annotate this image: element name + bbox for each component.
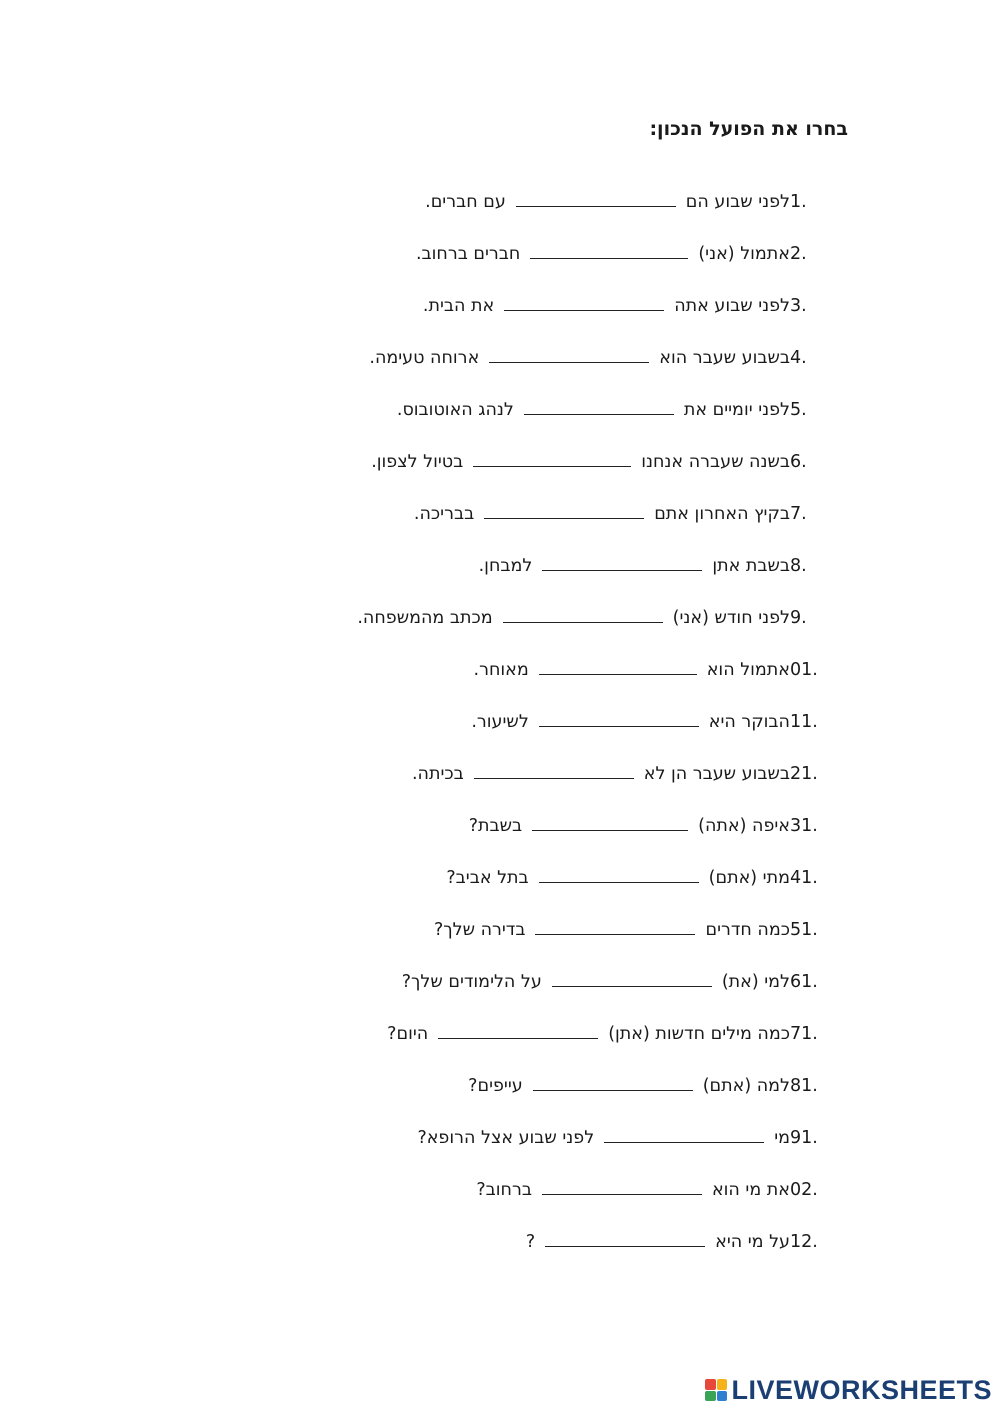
question-item bbox=[479, 552, 818, 578]
question-number: 21. bbox=[790, 764, 818, 784]
question-number: 4. bbox=[790, 348, 807, 368]
question-text-after: לשיעור. bbox=[471, 712, 529, 732]
answer-blank[interactable] bbox=[484, 500, 644, 519]
question-text-after: בטיול לצפון. bbox=[371, 452, 464, 472]
brand-logo bbox=[705, 1375, 992, 1405]
question-number: 6. bbox=[790, 452, 807, 472]
question-text-after: ארוחה טעימה. bbox=[369, 348, 480, 368]
question-number: 71. bbox=[790, 1024, 818, 1044]
question-text-before: לפני שבוע אתה bbox=[674, 296, 790, 316]
answer-blank[interactable] bbox=[539, 708, 699, 727]
answer-blank[interactable] bbox=[535, 916, 695, 935]
question-text-before: בקיץ האחרון אתם bbox=[654, 504, 790, 524]
question-text-after: היום? bbox=[387, 1024, 429, 1044]
question-text-before: למי (את) bbox=[721, 972, 790, 992]
question-text-before: לפני שבוע הם bbox=[685, 192, 790, 212]
answer-blank[interactable] bbox=[474, 760, 634, 779]
answer-blank[interactable] bbox=[473, 448, 631, 467]
question-text-after: על הלימודים שלך? bbox=[401, 972, 542, 992]
answer-blank[interactable] bbox=[489, 344, 649, 363]
question-item bbox=[397, 396, 818, 422]
question-number: 31. bbox=[790, 816, 818, 836]
answer-blank[interactable] bbox=[532, 812, 688, 831]
question-text-before: למה (אתם) bbox=[702, 1076, 790, 1096]
question-item bbox=[423, 292, 818, 318]
logo-icon bbox=[705, 1379, 727, 1401]
question-number: 41. bbox=[790, 868, 818, 888]
question-number: 12. bbox=[790, 1232, 818, 1252]
question-text-before: לפני יומיים את bbox=[683, 400, 790, 420]
question-text-before: כמה מילים חדשות (אתן) bbox=[608, 1024, 790, 1044]
question-text-before: כמה חדרים bbox=[705, 920, 790, 940]
question-item bbox=[474, 656, 819, 682]
question-text-before: בשבת אתן bbox=[712, 556, 790, 576]
question-item bbox=[425, 188, 818, 214]
question-number: 5. bbox=[790, 400, 807, 420]
question-text-after: לנהג האוטובוס. bbox=[396, 400, 514, 420]
answer-blank[interactable] bbox=[503, 604, 663, 623]
question-text-before: אתמול הוא bbox=[706, 660, 790, 680]
question-number: 3. bbox=[790, 296, 807, 316]
question-item bbox=[526, 1228, 818, 1254]
question-text-before: בשבוע שעבר הן לא bbox=[643, 764, 790, 784]
question-number: 1. bbox=[790, 192, 807, 212]
question-text-before: הבוקר היא bbox=[708, 712, 790, 732]
question-text-after: לפני שבוע אצל הרופא? bbox=[417, 1128, 595, 1148]
question-item bbox=[469, 812, 818, 838]
answer-blank[interactable] bbox=[542, 1176, 702, 1195]
question-text-after: מאוחר. bbox=[473, 660, 529, 680]
question-item bbox=[371, 448, 818, 474]
answer-blank[interactable] bbox=[533, 1072, 693, 1091]
question-text-after: חברים ברחוב. bbox=[415, 244, 521, 264]
answer-blank[interactable] bbox=[552, 968, 712, 987]
question-text-before: את מי הוא bbox=[711, 1180, 790, 1200]
question-text-before: מי bbox=[774, 1128, 790, 1148]
question-item bbox=[468, 1072, 818, 1098]
question-item bbox=[446, 864, 818, 890]
question-item bbox=[387, 1020, 818, 1046]
question-text-after: בכיתה. bbox=[411, 764, 464, 784]
answer-blank[interactable] bbox=[604, 1124, 764, 1143]
question-item bbox=[369, 344, 818, 370]
answer-blank[interactable] bbox=[539, 864, 699, 883]
question-text-after: ברחוב? bbox=[476, 1180, 532, 1200]
question-text-before: לפני חודש (אני) bbox=[672, 608, 790, 628]
question-item bbox=[402, 968, 818, 994]
question-item bbox=[416, 240, 818, 266]
answer-blank[interactable] bbox=[542, 552, 702, 571]
answer-blank[interactable] bbox=[545, 1228, 705, 1247]
question-item bbox=[417, 1124, 818, 1150]
answer-blank[interactable] bbox=[516, 188, 676, 207]
question-text-before: איפה (אתה) bbox=[698, 816, 790, 836]
question-text-before: אתמול (אני) bbox=[698, 244, 790, 264]
answer-blank[interactable] bbox=[438, 1020, 598, 1039]
question-text-before: מתי (אתם) bbox=[708, 868, 790, 888]
question-number: 7. bbox=[790, 504, 807, 524]
question-text-after: עייפים? bbox=[468, 1076, 523, 1096]
question-item bbox=[412, 760, 818, 786]
question-number: 91. bbox=[790, 1128, 818, 1148]
question-text-after: למבחן. bbox=[478, 556, 533, 576]
question-number: 8. bbox=[790, 556, 807, 576]
question-number: 11. bbox=[790, 712, 818, 732]
question-number: 2. bbox=[790, 244, 807, 264]
question-item bbox=[471, 708, 818, 734]
question-number: 61. bbox=[790, 972, 818, 992]
question-text-after: מכתב מהמשפחה. bbox=[357, 608, 493, 628]
worksheet-title: בחרו את הפועל הנכון: bbox=[649, 118, 848, 140]
question-text-after: את הבית. bbox=[422, 296, 495, 316]
question-text-after: בבריכה. bbox=[413, 504, 475, 524]
question-item bbox=[357, 604, 818, 630]
question-number: 01. bbox=[790, 660, 818, 680]
question-text-before: בשבוע שעבר הוא bbox=[659, 348, 790, 368]
question-number: 81. bbox=[790, 1076, 818, 1096]
answer-blank[interactable] bbox=[539, 656, 697, 675]
question-item bbox=[414, 500, 818, 526]
answer-blank[interactable] bbox=[504, 292, 664, 311]
brand-text: LIVEWORKSHEETS bbox=[731, 1374, 992, 1405]
question-text-after: עם חברים. bbox=[425, 192, 506, 212]
question-number: 51. bbox=[790, 920, 818, 940]
question-text-before: בשנה שעברה אנחנו bbox=[641, 452, 790, 472]
question-number: 02. bbox=[790, 1180, 818, 1200]
question-text-after: בדירה שלך? bbox=[433, 920, 526, 940]
question-text-before: על מי היא bbox=[715, 1232, 790, 1252]
question-number: 9. bbox=[790, 608, 807, 628]
question-text-after: בשבת? bbox=[468, 816, 523, 836]
question-text-after: בתל אביב? bbox=[446, 868, 529, 888]
answer-blank[interactable] bbox=[530, 240, 688, 259]
question-item bbox=[476, 1176, 818, 1202]
question-item bbox=[434, 916, 818, 942]
answer-blank[interactable] bbox=[524, 396, 674, 415]
question-text-after: ? bbox=[525, 1232, 536, 1252]
